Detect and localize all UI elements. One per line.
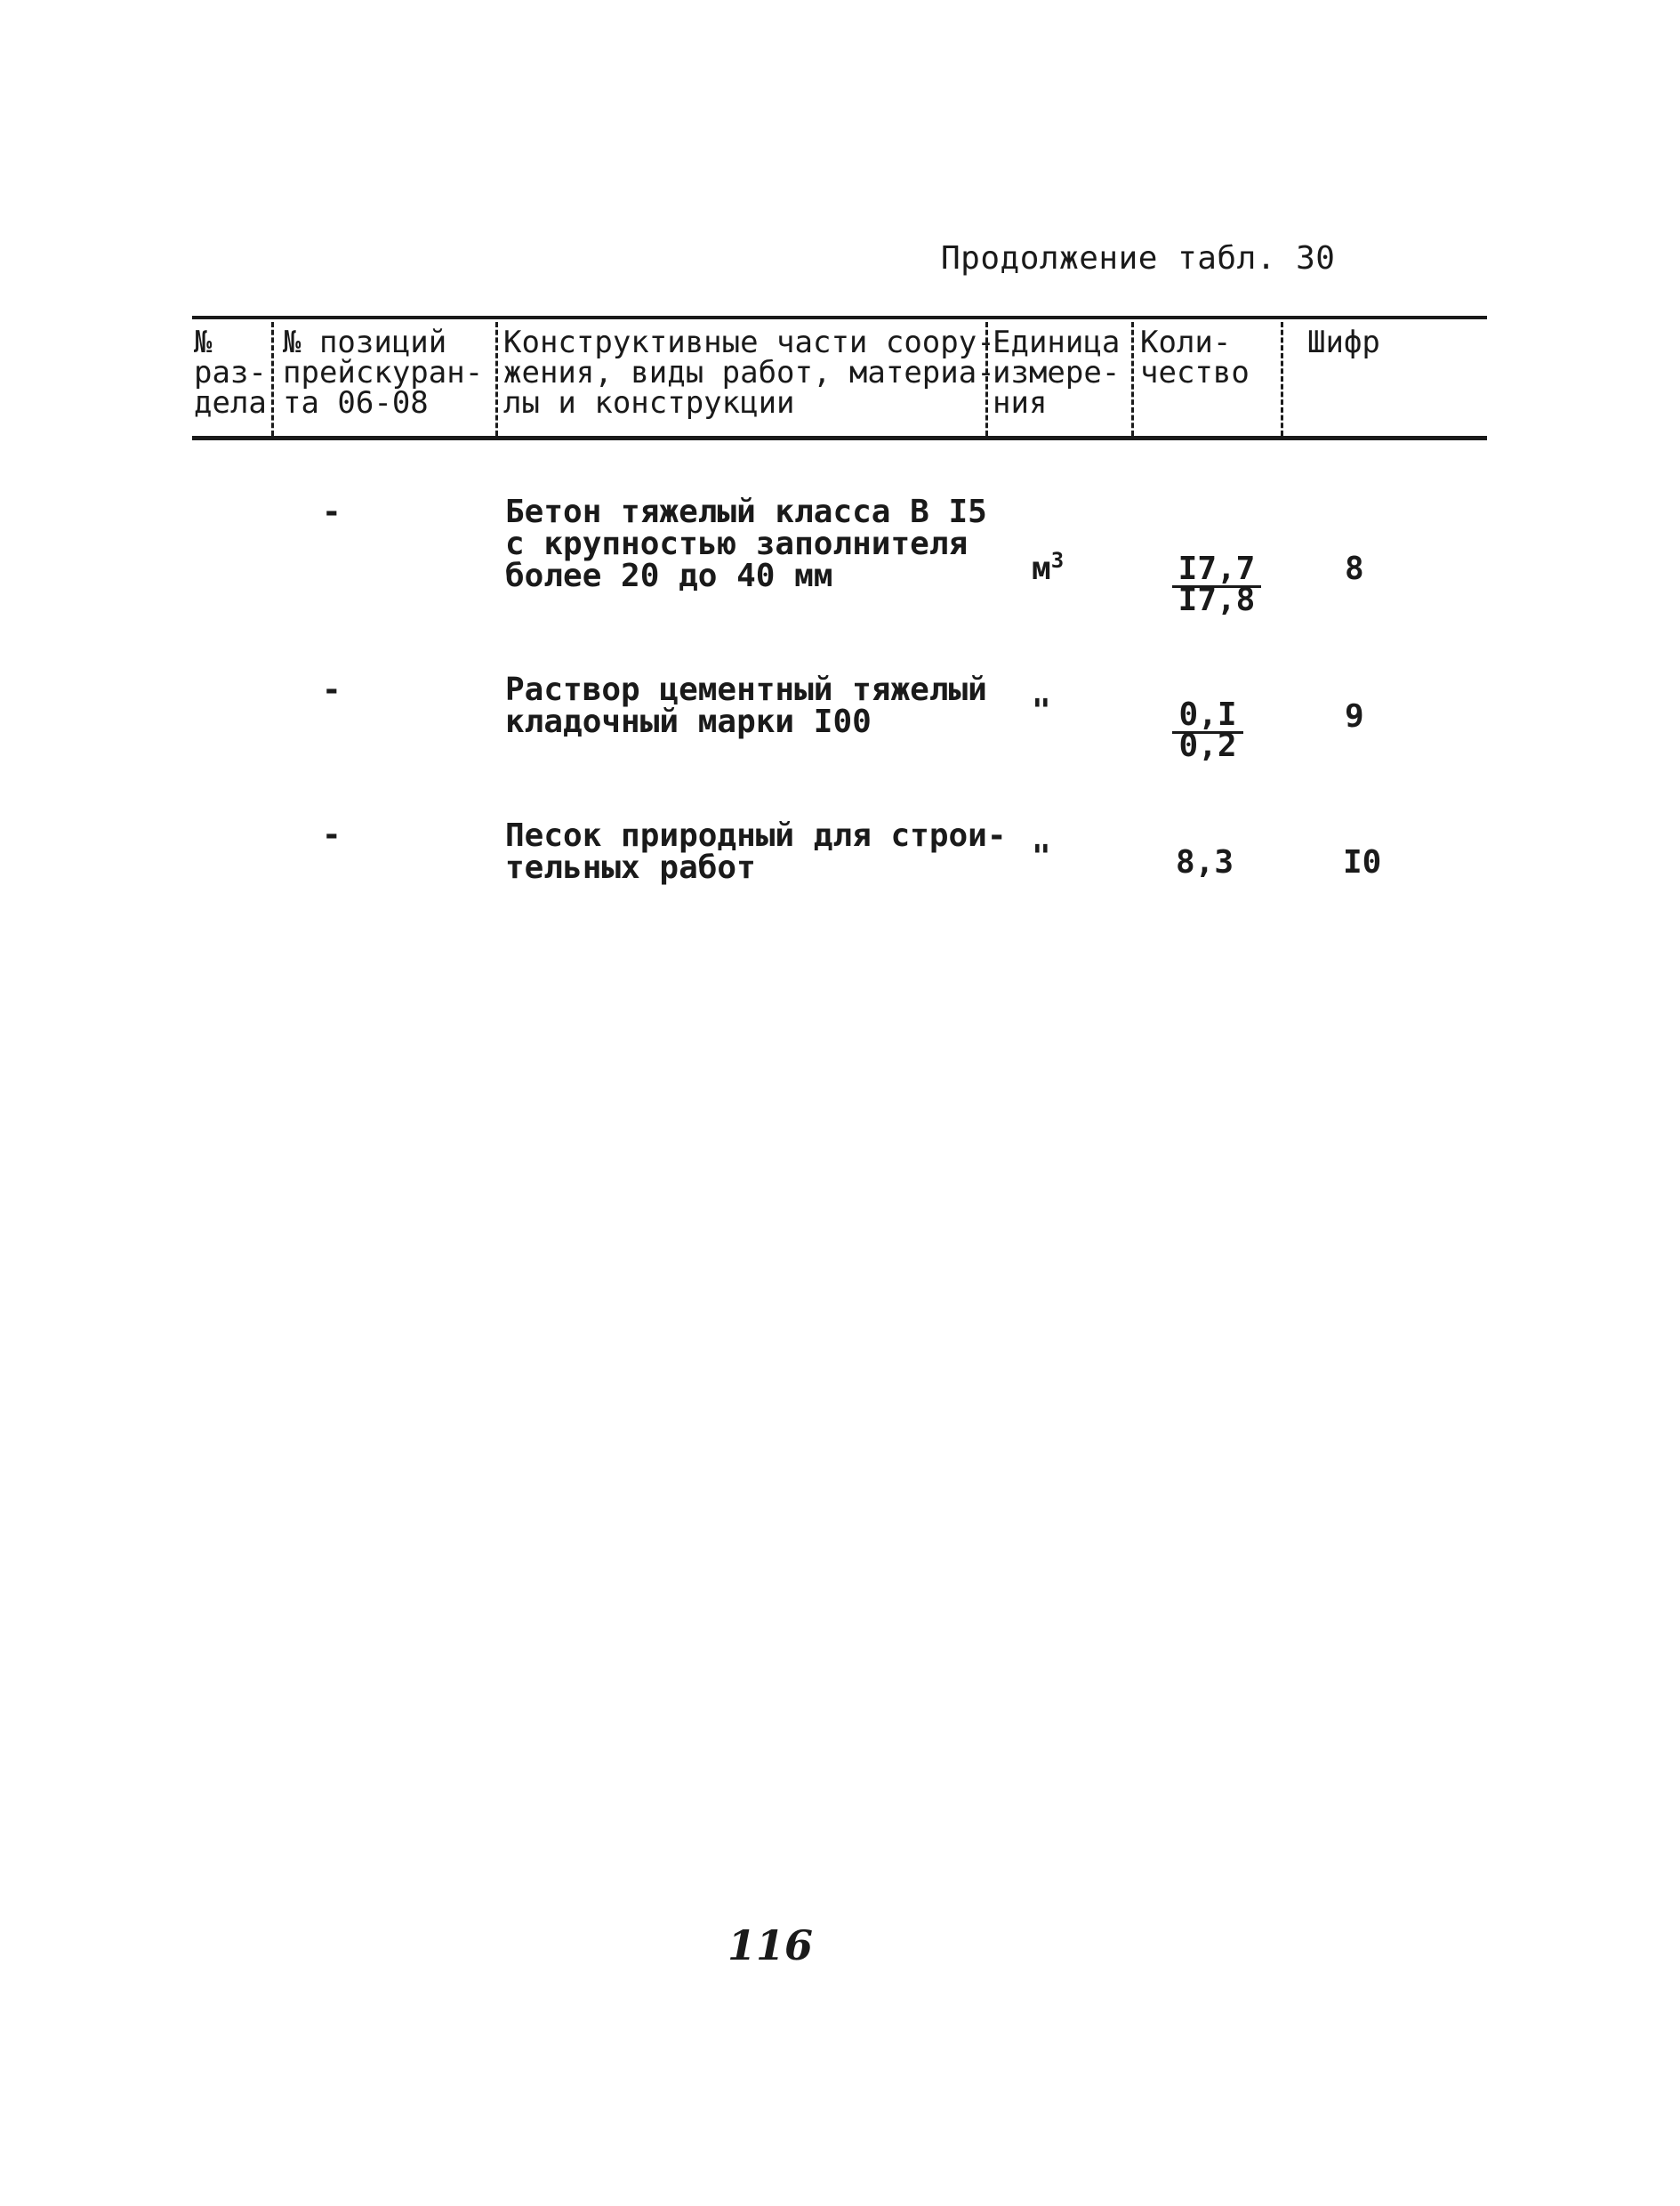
header-unit: Единица измере- ния xyxy=(993,325,1121,421)
row-1-quantity-denominator: I7,8 xyxy=(1178,582,1256,618)
row-3-quantity: 8,3 xyxy=(1176,844,1234,881)
table-caption: Продолжение табл. 30 xyxy=(941,240,1336,277)
page-number: 116 xyxy=(727,1921,814,1969)
row-2-quantity xyxy=(1172,696,1243,764)
header-separator xyxy=(1281,322,1283,436)
row-2-description: Раствор цементный тяжелый кладочный марки I00 xyxy=(505,672,987,740)
header-price-list-position: № позиций прейскуран- та 06-08 xyxy=(283,325,484,421)
row-1-code: 8 xyxy=(1345,551,1364,587)
row-2-position: - xyxy=(322,672,342,708)
header-top-rule xyxy=(192,316,1487,319)
header-code: Шифр xyxy=(1307,325,1380,360)
row-1-unit: $м^3$ xyxy=(1032,548,1065,587)
row-1-quantity xyxy=(1172,553,1261,616)
header-separator xyxy=(1131,322,1134,436)
header-separator xyxy=(985,322,988,436)
row-2-unit: " xyxy=(1032,693,1051,729)
row-2-quantity-denominator: 0,2 xyxy=(1178,728,1237,764)
header-quantity: Коли- чество xyxy=(1140,325,1250,390)
row-2-code: 9 xyxy=(1345,698,1364,735)
header-bottom-rule xyxy=(192,436,1487,440)
row-3-unit: " xyxy=(1032,839,1051,875)
row-1-quantity-numerator: I7,7 xyxy=(1172,553,1261,588)
row-3-position: - xyxy=(322,817,342,853)
row-1-description: Бетон тяжелый класса В I5 с крупностью заполнителя более 20 до 40 мм xyxy=(505,494,987,594)
row-2-quantity-numerator: 0,I xyxy=(1172,699,1243,734)
header-section-number: № раз- дела xyxy=(194,325,267,421)
row-1-position: - xyxy=(322,494,342,530)
row-3-code: I0 xyxy=(1343,844,1382,881)
header-separator xyxy=(495,322,498,436)
header-separator xyxy=(271,322,274,436)
header-structural-parts: Конструктивные части соору- жения, виды работ, материа- лы и конструкции xyxy=(503,325,995,421)
row-3-description: Песок природный для строи- тельных работ xyxy=(505,817,1007,886)
